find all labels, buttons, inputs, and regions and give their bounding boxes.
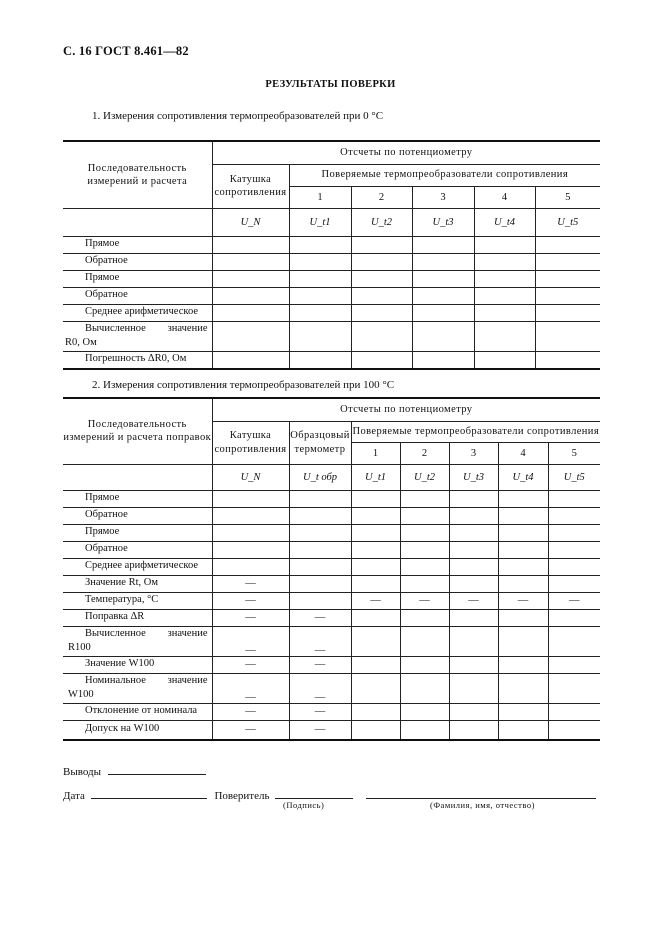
- row-label-block: [63, 626, 212, 656]
- col-number: 3: [412, 186, 474, 208]
- conclusions-line: [63, 763, 206, 778]
- row-label: Вычисленное: [85, 322, 146, 334]
- conclusions-field[interactable]: [108, 763, 206, 775]
- col-number: 2: [400, 442, 449, 464]
- dash: —: [449, 592, 498, 609]
- symbol: U_t1: [351, 464, 400, 490]
- header-sequence: Последовательность измерений и расчета: [63, 141, 212, 208]
- header-thermo: Поверяемые термопреобразователи сопротивления: [351, 421, 600, 442]
- row-label: Допуск на W100: [63, 720, 212, 740]
- dash: —: [212, 720, 289, 740]
- dash: —: [548, 592, 600, 609]
- col-number: 2: [351, 186, 412, 208]
- page-title: РЕЗУЛЬТАТЫ ПОВЕРКИ: [265, 79, 396, 90]
- row-label: Погрешность ΔR0, Ом: [63, 351, 212, 369]
- dash: —: [400, 592, 449, 609]
- name-field[interactable]: [366, 787, 596, 799]
- dash: —: [212, 673, 289, 703]
- symbol: U_t5: [548, 464, 600, 490]
- signature-caption: (Подпись): [283, 800, 325, 810]
- symbol: U_t4: [474, 208, 535, 236]
- symbol-coil: U_N: [212, 208, 289, 236]
- row-label: Обратное: [63, 287, 212, 304]
- date-label: Дата: [63, 790, 85, 802]
- table-100c: [63, 397, 600, 741]
- name-caption: (Фамилия, имя, отчество): [430, 800, 535, 810]
- section2-caption: 2. Измерения сопротивления термопреобразователей при 100 °С: [92, 379, 395, 391]
- dash: —: [212, 592, 289, 609]
- symbol: U_t5: [535, 208, 600, 236]
- symbol-coil: U_N: [212, 464, 289, 490]
- row-label: Температура, °С: [63, 592, 212, 609]
- row-label-block: [63, 673, 212, 703]
- row-label: Поправка ΔR: [63, 609, 212, 626]
- row-label: Номинальное: [85, 674, 146, 686]
- col-number: 1: [351, 442, 400, 464]
- dash: —: [351, 592, 400, 609]
- dash: —: [289, 656, 351, 673]
- row-label: Обратное: [63, 253, 212, 270]
- row-label: значение: [167, 627, 208, 639]
- header-reference: Образцовый термометр: [289, 421, 351, 464]
- symbol: U_t3: [412, 208, 474, 236]
- dash: —: [212, 703, 289, 720]
- row-label: Среднее арифметическое: [63, 558, 212, 575]
- row-label: Среднее арифметическое: [63, 304, 212, 321]
- row-label: значение: [167, 322, 208, 334]
- dash: —: [212, 656, 289, 673]
- dash: —: [289, 673, 351, 703]
- header-sequence: Последовательность измерений и расчета поправок: [63, 398, 212, 464]
- dash: —: [212, 609, 289, 626]
- row-label: R0, Ом: [65, 337, 97, 348]
- row-label: Прямое: [63, 524, 212, 541]
- dash: —: [289, 626, 351, 656]
- symbol-reference: U_t обр: [289, 464, 351, 490]
- symbol: U_t3: [449, 464, 498, 490]
- col-number: 4: [474, 186, 535, 208]
- date-field[interactable]: [91, 787, 207, 799]
- symbol: U_t2: [400, 464, 449, 490]
- dash: —: [289, 720, 351, 740]
- symbol: U_t4: [498, 464, 548, 490]
- col-number: 5: [535, 186, 600, 208]
- header-coil: Катушка сопротивления: [212, 421, 289, 464]
- signature-field[interactable]: [275, 787, 353, 799]
- row-label: Вычисленное: [85, 627, 146, 639]
- row-label: R100: [68, 642, 91, 653]
- col-number: 3: [449, 442, 498, 464]
- row-label: Прямое: [63, 490, 212, 507]
- dash: —: [212, 575, 289, 592]
- dash: —: [289, 703, 351, 720]
- conclusions-label: Выводы: [63, 766, 102, 778]
- col-number: 5: [548, 442, 600, 464]
- row-label: Обратное: [63, 541, 212, 558]
- row-label: Значение Rt, Ом: [63, 575, 212, 592]
- col-number: 4: [498, 442, 548, 464]
- row-label-block: [63, 321, 212, 351]
- verifier-label: Поверитель: [214, 790, 270, 802]
- symbol: U_t2: [351, 208, 412, 236]
- table-0c: [63, 140, 600, 370]
- col-number: 1: [289, 186, 351, 208]
- header-coil: Катушка сопротивления: [212, 164, 289, 208]
- row-label: W100: [68, 689, 94, 700]
- header-readings: Отсчеты по потенциометру: [212, 141, 600, 164]
- header-readings: Отсчеты по потенциометру: [212, 398, 600, 421]
- dash: —: [498, 592, 548, 609]
- page-header: С. 16 ГОСТ 8.461—82: [63, 44, 189, 58]
- row-label: Прямое: [63, 236, 212, 253]
- row-label: значение: [167, 674, 208, 686]
- symbol: U_t1: [289, 208, 351, 236]
- header-thermo: Поверяемые термопреобразователи сопротивления: [289, 164, 600, 186]
- section1-caption: 1. Измерения сопротивления термопреобразователей при 0 °С: [92, 110, 384, 122]
- row-label: Обратное: [63, 507, 212, 524]
- dash: —: [212, 626, 289, 656]
- row-label: Отклонение от номинала: [63, 703, 212, 720]
- row-label: Значение W100: [63, 656, 212, 673]
- row-label: Прямое: [63, 270, 212, 287]
- dash: —: [289, 609, 351, 626]
